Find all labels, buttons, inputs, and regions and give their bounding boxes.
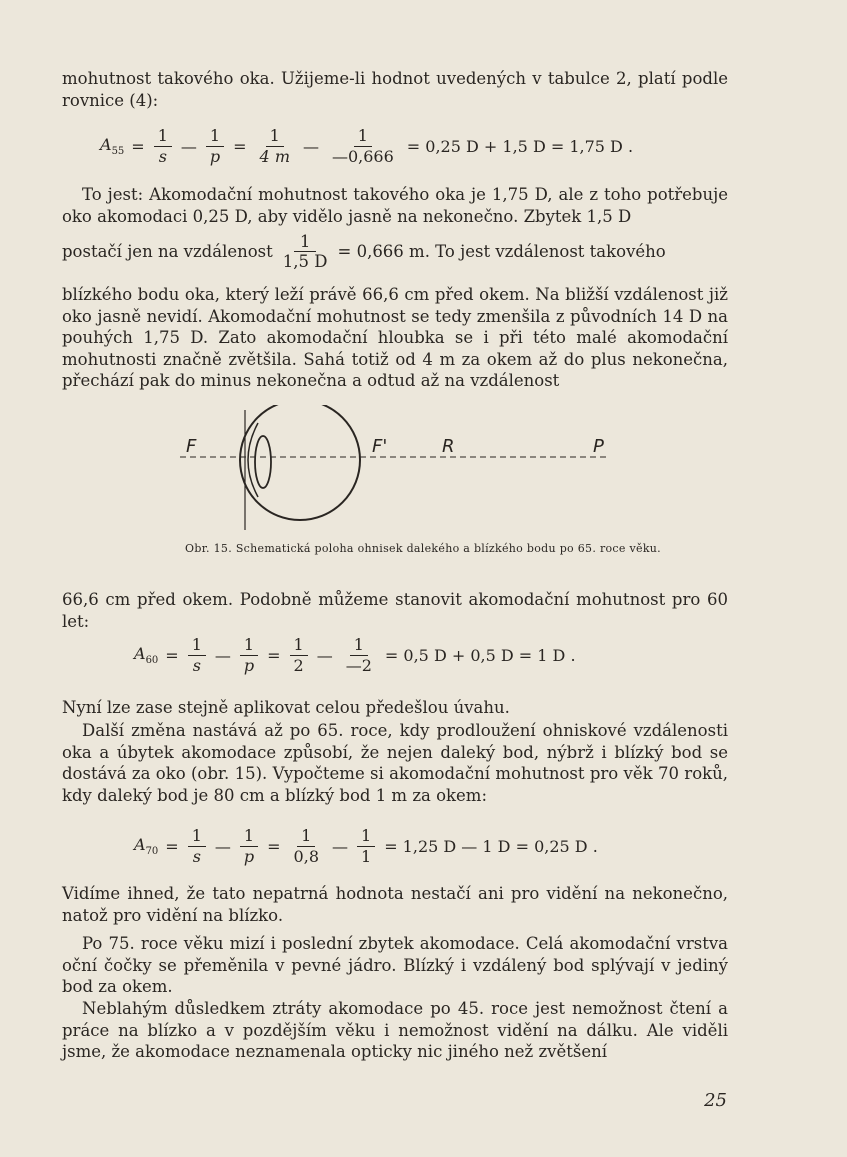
eq60-result: = 0,5 D + 0,5 D = 1 D . [384,646,576,665]
label-f-prime: F' [372,436,388,457]
eq70-minus-1: — [214,837,231,856]
paragraph-2-fraction-line [62,232,728,271]
paragraph-6: Vidíme ihned, že tato nepatrná hodnota nestačí ani pro vidění na nekonečno, natož pro vidění na blízko. [62,884,728,925]
eq60-frac-4: $\frac{1}{—2}$ [345,635,372,675]
para2b-pre: postačí jen na vzdálenost [62,241,273,261]
eq60-frac-2: $\frac{1}{p}$ [240,635,258,676]
eq55-lhs: $A_{55}$ [100,135,125,158]
eq55-frac-2: $\frac{1}{p}$ [206,126,224,167]
cornea [248,423,258,497]
paragraph-2: To jest: Akomodační mohutnost takového oka je 1,75 D, ale z toho potřebuje oko akomodaci 0,25 D, aby vidělo jasně na nekonečno. Zbytek 1,5 D [62,185,728,226]
eq60-frac-1: $\frac{1}{s}$ [188,635,206,676]
para2b-post: = 0,666 m. To jest vzdálenost takového [337,241,666,261]
eq70-lhs: $A_{70}$ [134,835,159,858]
eq60-equals: = [165,646,179,665]
paragraph-2-continued: blízkého bodu oka, který leží právě 66,6 cm před okem. Na bližší vzdálenost již oko jasně nevidí. Akomodační mohutnost se tedy zmenšila z původních 14 D na pouhých 1,75 D. Zato akomodační hloubka se i při této malé akomodační mohutnosti značně zvětšila. Sahá totiž od 4 m za okem až do plus nekonečna, přechází pak do minus nekonečna a odtud až na vzdálenost [62,285,728,390]
eq55-frac-3: $\frac{1}{4 m}$ [259,126,290,166]
paragraph-5: Další změna nastává až po 65. roce, kdy prodloužení ohniskové vzdálenosti oka a úbytek akomodace způsobí, že nejen daleký bod, nýbrž i blízký bod se dostává za oko (obr. 15). Vypočteme si akomodační mohutnost pro věk 70 roků, kdy daleký bod je 80 cm a blízký bod 1 m za okem: [62,721,728,805]
eyeball-outline [240,405,360,520]
para2b-fraction: $\frac{1}{1,5 D}$ [282,232,328,271]
equation-a70 [134,826,601,867]
page-number: 25 [704,1090,727,1111]
figure-caption: Obr. 15. Schematická poloha ohnisek dalekého a blízkého bodu po 65. roce věku. [185,542,661,555]
label-f: F [186,436,197,457]
eye-focal-diagram [150,405,620,535]
eq70-frac-4: $\frac{1}{1}$ [357,826,375,867]
eq70-minus-2: — [332,837,348,856]
eq70-frac-2: $\frac{1}{p}$ [240,826,258,867]
eq70-frac-1: $\frac{1}{s}$ [188,826,206,867]
eq70-equals: = [165,837,179,856]
eq55-frac-1: $\frac{1}{s}$ [154,126,172,167]
eq55-minus-1: — [180,137,197,156]
eq60-lhs: $A_{60}$ [134,644,159,667]
paragraph-1: mohutnost takového oka. Užijeme-li hodnot uvedených v tabulce 2, platí podle rovnice (4): [62,69,728,110]
eq55-equals: = [131,137,145,156]
eq55-minus-2: — [302,137,319,156]
eq55-equals-2: = [233,137,247,156]
label-p: P [593,436,604,457]
eq60-minus-2: — [316,646,333,665]
eq55-result: = 0,25 D + 1,5 D = 1,75 D . [406,137,634,156]
equation-a60 [134,635,579,676]
lens [255,436,271,488]
eq60-equals-2: = [267,646,281,665]
eq55-frac-4: $\frac{1}{—0,666}$ [331,126,394,166]
eq60-frac-3: $\frac{1}{2}$ [290,635,308,676]
paragraph-4: Nyní lze zase stejně aplikovat celou předešlou úvahu. [62,698,510,717]
eq60-minus-1: — [214,646,231,665]
paragraph-8: Neblahým důsledkem ztráty akomodace po 45. roce jest nemožnost čtení a práce na blízko a v pozdějším věku i nemožnost vidění na dálku. Ale viděli jsme, že akomodace neznamenala opticky nic jiného než zvětšení [62,999,728,1061]
equation-a55 [100,126,636,167]
paragraph-7: Po 75. roce věku mizí i poslední zbytek akomodace. Celá akomodační vrstva oční čočky se přeměnila v pevné jádro. Blízký i vzdálený bod splývají v jediný bod za okem. [62,934,728,996]
paragraph-3: 66,6 cm před okem. Podobně můžeme stanovit akomodační mohutnost pro 60 let: [62,590,728,631]
eq70-result: = 1,25 D — 1 D = 0,25 D . [384,837,598,856]
label-r: R [442,436,455,457]
eq70-equals-2: = [267,837,281,856]
eq70-frac-3: $\frac{1}{0,8}$ [293,826,319,866]
